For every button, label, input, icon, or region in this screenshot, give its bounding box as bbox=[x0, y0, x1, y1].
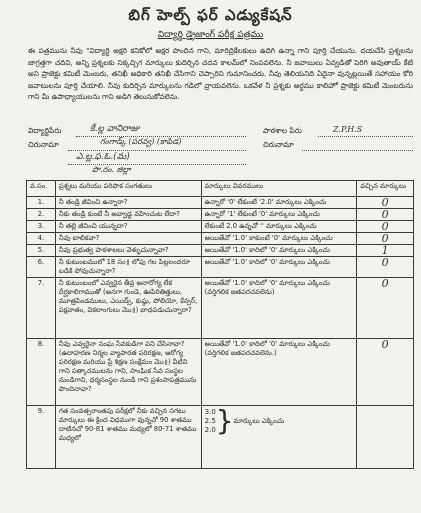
address-line-1: గంగాడ్క్ (పరవ్వ) (కాపిడ) bbox=[100, 137, 182, 146]
survey-table bbox=[26, 180, 414, 469]
row-number: 7. bbox=[27, 278, 56, 339]
page-subtitle: విద్యార్థి డ్రైజాంగ్ పరీక్ష పత్రము bbox=[157, 30, 264, 40]
score-cell[interactable]: 0 bbox=[357, 233, 414, 245]
row-number: 4. bbox=[27, 233, 56, 245]
question-cell: నీవు ప్రభుత్వ పాఠశాలలు వెళ్ళుచున్నావా? bbox=[55, 245, 201, 257]
row-number: 6. bbox=[27, 257, 56, 278]
student-name-value: కే.ల్ల వానిరాజు bbox=[90, 124, 140, 134]
score-cell[interactable]: 0 bbox=[357, 339, 414, 406]
marks-instruction: మార్కులు ఎక్కించు bbox=[233, 416, 285, 425]
table-header-row bbox=[27, 181, 414, 197]
student-info-section bbox=[28, 124, 413, 176]
column-header: వ.సం. bbox=[27, 181, 56, 197]
scale-value: 2.0 bbox=[204, 425, 216, 434]
page-title: బిగ్ హెల్ప్ ఫర్ ఎడ్యుకేషన్ bbox=[128, 6, 293, 24]
scale-value: 2.5 bbox=[204, 416, 216, 425]
table-row bbox=[27, 245, 414, 257]
score-cell[interactable]: 0 bbox=[357, 209, 414, 221]
marks-cell: ఉన్నారో '0' లేకుంటే '2.0' మార్కులు ఎక్కించు bbox=[201, 197, 357, 209]
question-cell: నీ తండ్రి జీవించి ఉన్నారా? bbox=[55, 197, 201, 209]
address-line-2: ఎ.ల్ల.ఫ.ఓ.(మ) bbox=[76, 152, 130, 162]
row-number: 5. bbox=[27, 245, 56, 257]
marks-cell: అయితేవో '1.0' కాదిలో '0' మార్కులు ఎక్కించు bbox=[201, 257, 357, 278]
student-name-label: విద్యార్థిపేరు bbox=[28, 126, 62, 135]
score-cell[interactable]: 0 bbox=[357, 278, 414, 339]
table-row bbox=[27, 209, 414, 221]
school-address-label: చిరునామా bbox=[263, 140, 294, 149]
question-cell: గత సంవత్సరాంతపు పరీక్షలో నీకు వచ్చిన సగటు మార్కులు ఈ క్రింద విధముగా వున్నచో 90 శాతము దాటినచో 90-81 శాతము మధ్యలో 80-71 శాతము మధ్యలో bbox=[55, 406, 201, 469]
table-row bbox=[27, 221, 414, 233]
question-cell: నీ కుటుంబములో 18 సం॥ లోపు గల పిల్లలందరూ బడికి పోవుచున్నారా? bbox=[55, 257, 201, 278]
score-cell[interactable]: 0 bbox=[357, 197, 414, 209]
brace-icon: } bbox=[215, 404, 234, 437]
instructions-paragraph: ఈ పత్రమును నీవు "విద్యార్థి అక్షరి కనికోలో అక్షర పొందిన గాని, మారిద్రికేలకులు ఉదిగి ఉన్నా గాని పూర్తి చేయును. దయచేసి ప్రశ్నలను జాగ్రత్తగా చదివి, అన్ని ప్రశ్నలకు నిక్కచ్చిగ మార్కులు కుదిర్చిన చదవ కాలమ్‌లో నింపవలెను. నీ జవాబులు ఏవ్వడితో పెరిగి అవుతాయ్ కేటి అని ప్రాజెక్టు కమిటీ మెంబరు, తనిఖీ అధికారి తనిఖీ చేసిగాని చెప్పారిని గుమానించరు. నీవు తెలియనిది ఏదైనా వున్నట్లయితే సహాయం కోరి జవాబులను పూర్తి చేయాలి. నీవు కుదిర్చిన మార్కులను గడిలో వ్రాయవలెను. ఒకవేళ నీ ప్రశ్నకు అర్థము కాలిహో ప్రాజెక్టు కమిటీ మెంబరును గాని మీ ఉపాధ్యాయులను గాని అడిగి తెలుసుకోవలెను. bbox=[28, 46, 413, 101]
table-row bbox=[27, 406, 414, 469]
question-cell: నీ తల్లి జీవించి యున్నదా? bbox=[55, 221, 201, 233]
row-number: 1. bbox=[27, 197, 56, 209]
marks-cell: అయితేవో '1.0' కాదిలో '0' మార్కులు ఎక్కించు (వర్తిగలిక జతపరచవలెను.) bbox=[201, 339, 357, 406]
marks-cell: అయితేవో '1.0' కాదిలో '0' మార్కులు ఎక్కించు bbox=[201, 245, 357, 257]
score-cell[interactable]: 1 bbox=[357, 245, 414, 257]
table-row bbox=[27, 339, 414, 406]
address-line-3: పొ.రం. జిల్లా bbox=[92, 165, 131, 174]
school-name-label: పాఠశాల పేరు bbox=[263, 126, 302, 135]
question-cell: నీ కుటుంబంలో ఎవ్వరైన తీవ్ర అనారోగ్య లేక దీర్ఘకాలిగాముతో (అనగా గుండె, ఊపిరితిత్తులు, మూత్రపిండములు, ఎయిడ్స్, కుష్ఠు, పోలియో, కేన్సర్, పక్షవాతం, వికలాంగులు మొ॥) బాధపడుచున్నారా? bbox=[55, 278, 201, 339]
score-cell[interactable]: 0 bbox=[357, 257, 414, 278]
address-label: చిరునామా bbox=[28, 140, 59, 149]
score-cell[interactable]: 0 bbox=[357, 221, 414, 233]
school-name-value: Z.P.H.S bbox=[333, 125, 363, 134]
score-cell[interactable] bbox=[357, 406, 414, 469]
marks-cell: ఉన్నారో '1' లేకుంటే '0' మార్కులు ఎక్కించు bbox=[201, 209, 357, 221]
row-number: 2. bbox=[27, 209, 56, 221]
table-row bbox=[27, 233, 414, 245]
question-cell: నీవు ఎవ్వరైనా సంఘ సేవకుడిగా పని చేసినావా? (ఉదాహరణ నిర్మల వ్యాపారత పరిరక్షణ, ఆరోగ్య పరిరక్షణ మరియు ప్రే శిక్షణ సంక్షేమం మొ॥) వీటిని గాని సత్కారములను గాని, సాంఘిక సేవ సంస్థల నుండిగాని, ధర్మసంస్థల నుండి గాని ప్రశంసాపత్రమును పొందినావా? bbox=[55, 339, 201, 406]
scale-value: 3.0 bbox=[204, 407, 216, 416]
table-row bbox=[27, 197, 414, 209]
marks-scale bbox=[205, 408, 216, 435]
marks-cell bbox=[201, 406, 357, 469]
question-cell: నీకు తండ్రి కుంటే నీ అవ్వాడ్జ వహించుట లేదా? bbox=[55, 209, 201, 221]
marks-cell: అయితేవో '1.0' కాకుంటే '0' మార్కులు ఎక్కించు bbox=[201, 233, 357, 245]
row-number: 3. bbox=[27, 221, 56, 233]
column-header: ప్రశ్నలు మరియు పరిపొక సంగతులు bbox=[55, 181, 201, 197]
row-number: 9. bbox=[27, 406, 56, 469]
question-cell: నీవు బాలికవా? bbox=[55, 233, 201, 245]
column-header: వచ్చిన మార్కులు bbox=[357, 181, 414, 197]
marks-cell: అయితేవో '1.0' కాదిలో '0' మార్కులు ఎక్కించు (వర్తిగలిక జతపరచవలెను) bbox=[201, 278, 357, 339]
column-header: మార్కులు వివరములు bbox=[201, 181, 357, 197]
row-number: 8. bbox=[27, 339, 56, 406]
table-row bbox=[27, 278, 414, 339]
table-row bbox=[27, 257, 414, 278]
marks-cell: లేకుంటే 2.0 ఉన్నచో '' మార్కులు ఎక్కించు bbox=[201, 221, 357, 233]
